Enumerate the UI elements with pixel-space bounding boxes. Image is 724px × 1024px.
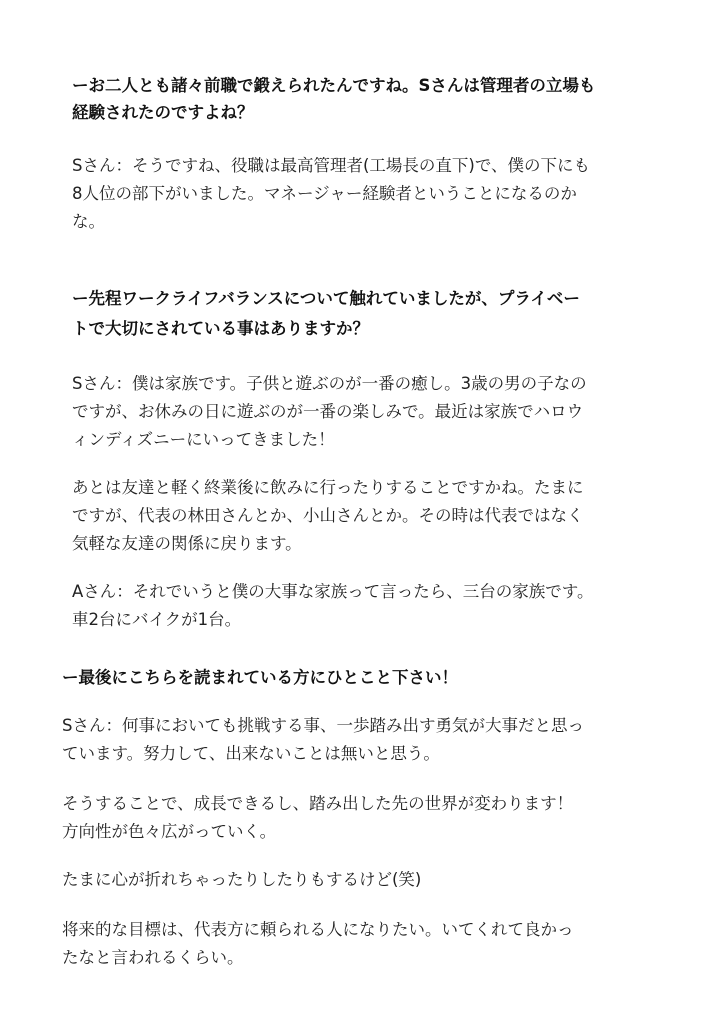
answer-line: たなと言われるくらい。 bbox=[62, 948, 244, 967]
question-2 bbox=[72, 284, 580, 344]
answer-line: そうすることで、成長できるし、踏み出した先の世界が変わります！ bbox=[62, 794, 574, 813]
question-1 bbox=[72, 72, 595, 126]
answer-line: Sさん：何事においても挑戦する事、一歩踏み出す勇気が大事だと思っ bbox=[62, 716, 584, 735]
question-3 bbox=[62, 664, 458, 691]
answer-line: ですが、代表の林田さんとか、小山さんとか。その時は代表ではなく bbox=[72, 506, 584, 525]
answer-2-paragraph-1 bbox=[72, 370, 587, 454]
answer-line: 8人位の部下がいました。マネージャー経験者ということになるのか bbox=[72, 184, 577, 203]
answer-2-paragraph-3 bbox=[72, 578, 593, 634]
answer-3-paragraph-4 bbox=[62, 916, 574, 972]
question-1-line-2: 経験されたのですよね？ bbox=[72, 103, 254, 122]
answer-line: Sさん：僕は家族です。子供と遊ぶのが一番の癒し。3歳の男の子なの bbox=[72, 374, 587, 393]
question-1-line-1: ーお二人とも諸々前職で鍛えられたんですね。Sさんは管理者の立場も bbox=[72, 76, 596, 95]
answer-line: Aさん：それでいうと僕の大事な家族って言ったら、三台の家族です。 bbox=[72, 582, 594, 601]
answer-line: ています。努力して、出来ないことは無いと思う。 bbox=[62, 744, 440, 763]
answer-2-paragraph-2 bbox=[72, 474, 584, 558]
answer-3-paragraph-2 bbox=[62, 790, 573, 846]
answer-line: 将来的な目標は、代表方に頼られる人になりたい。いてくれて良かっ bbox=[62, 920, 574, 939]
answer-line: ですが、お休みの日に遊ぶのが一番の楽しみで。最近は家族でハロウ bbox=[72, 402, 584, 421]
answer-line: な。 bbox=[72, 212, 105, 231]
answer-line: Sさん：そうですね、役職は最高管理者(工場長の直下)で、僕の下にも bbox=[72, 156, 591, 175]
answer-line: 車2台にバイクが1台。 bbox=[72, 610, 242, 629]
answer-line: ィンディズニーにいってきました！ bbox=[72, 430, 335, 449]
answer-line: 方向性が色々広がっていく。 bbox=[62, 822, 277, 841]
answer-line: あとは友達と軽く終業後に飲みに行ったりすることですかね。たまに bbox=[72, 478, 584, 497]
question-3-line-1: ー最後にこちらを読まれている方にひとこと下さい！ bbox=[62, 668, 458, 687]
answer-line: たまに心が折れちゃったりしたりもするけど(笑) bbox=[62, 870, 422, 889]
answer-1-paragraph-1 bbox=[72, 152, 590, 236]
answer-line: 気軽な友達の関係に戻ります。 bbox=[72, 534, 302, 553]
question-2-line-1: ー先程ワークライフバランスについて触れていましたが、プライベー bbox=[72, 289, 580, 308]
answer-3-paragraph-3 bbox=[62, 866, 421, 893]
question-2-line-2: トで大切にされている事はありますか？ bbox=[72, 319, 369, 338]
answer-3-paragraph-1 bbox=[62, 712, 584, 768]
